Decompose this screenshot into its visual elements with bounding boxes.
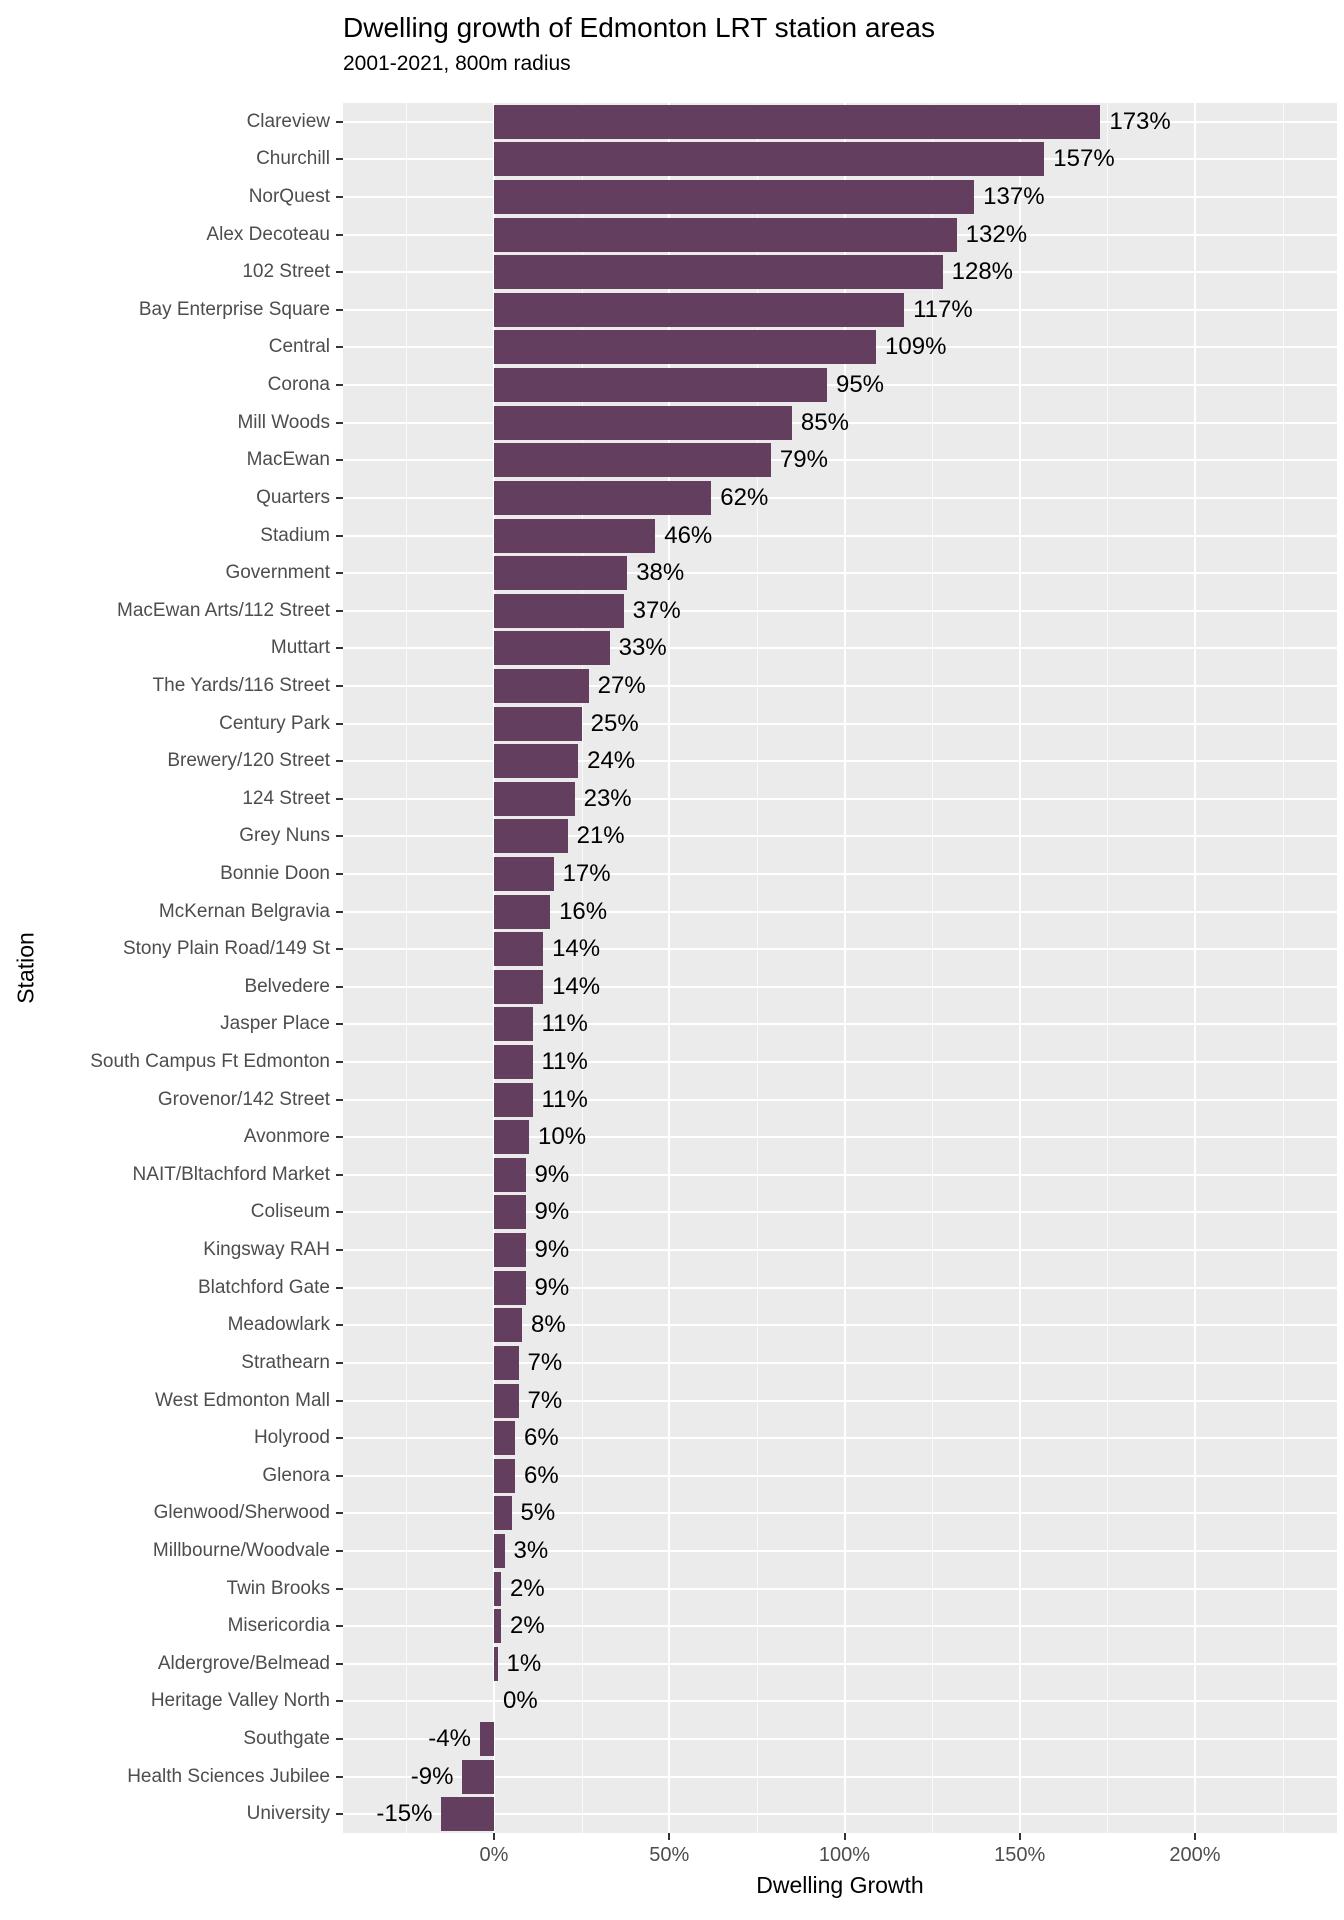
y-tick-label: Avonmore (243, 1126, 330, 1148)
value-label: 7% (527, 1348, 563, 1376)
bar (494, 293, 904, 327)
y-tick-mark (336, 1475, 343, 1477)
value-label: 62% (720, 483, 769, 511)
y-tick-mark (336, 873, 343, 875)
bar (494, 932, 543, 966)
y-tick-mark (336, 196, 343, 198)
y-tick-label: Coliseum (250, 1201, 330, 1223)
bar (494, 180, 974, 214)
bar (494, 142, 1044, 176)
value-label: 27% (597, 671, 646, 699)
y-tick-mark (336, 309, 343, 311)
chart-subtitle: 2001-2021, 800m radius (343, 52, 571, 75)
y-tick-mark (336, 422, 343, 424)
y-tick-label: West Edmonton Mall (155, 1389, 330, 1411)
value-label: 95% (835, 371, 885, 399)
y-tick-label: University (246, 1803, 330, 1825)
value-label: 11% (541, 1048, 588, 1076)
y-tick-label: Glenora (262, 1464, 330, 1486)
y-tick-label: South Campus Ft Edmonton (90, 1051, 330, 1073)
y-tick-label: Misericordia (227, 1615, 330, 1637)
bar (494, 481, 711, 515)
x-axis-title: Dwelling Growth (756, 1872, 924, 1898)
y-tick-label: Bay Enterprise Square (138, 298, 330, 320)
y-tick-label: Central (268, 336, 330, 358)
bar (494, 1459, 515, 1493)
y-tick-mark (336, 1776, 343, 1778)
value-label: 11% (541, 1085, 588, 1113)
bar (494, 857, 554, 891)
bar (494, 1496, 512, 1530)
y-tick-mark (336, 723, 343, 725)
bar (494, 1007, 533, 1041)
y-tick-label: Kingsway RAH (203, 1239, 330, 1261)
bar (494, 330, 876, 364)
value-label: 14% (552, 935, 601, 963)
bar (494, 631, 610, 665)
bar (494, 1346, 519, 1380)
bar (494, 1609, 501, 1643)
value-label: 2% (510, 1612, 545, 1640)
bar (462, 1760, 494, 1794)
value-label: 21% (576, 822, 625, 850)
y-tick-mark (336, 911, 343, 913)
bar (494, 218, 957, 252)
value-label: 2% (510, 1574, 545, 1602)
bar (494, 1572, 501, 1606)
x-tick-mark (668, 1833, 670, 1840)
bar (494, 1233, 526, 1267)
y-tick-label: Quarters (256, 486, 330, 508)
y-tick-mark (336, 535, 343, 537)
bar (494, 819, 568, 853)
y-tick-mark (336, 1174, 343, 1176)
y-tick-mark (336, 1550, 343, 1552)
value-label: 5% (520, 1499, 556, 1527)
y-tick-mark (336, 835, 343, 837)
bar (494, 1271, 526, 1305)
y-tick-label: MacEwan (246, 449, 330, 471)
y-axis-title: Station (12, 932, 39, 1004)
bar (494, 895, 550, 929)
value-label: 33% (618, 634, 667, 662)
y-tick-label: Glenwood/Sherwood (153, 1502, 330, 1524)
y-tick-mark (336, 346, 343, 348)
bar (494, 970, 543, 1004)
y-tick-mark (336, 986, 343, 988)
bar (494, 707, 582, 741)
value-label: 46% (664, 521, 713, 549)
value-label: 6% (524, 1424, 559, 1452)
y-tick-label: Clareview (246, 110, 330, 132)
y-tick-label: Government (225, 562, 330, 584)
value-label: 1% (506, 1649, 542, 1677)
bar (494, 1534, 505, 1568)
value-label: 137% (983, 183, 1045, 211)
value-label: 24% (587, 747, 636, 775)
y-tick-mark (336, 1663, 343, 1665)
value-label: 9% (534, 1198, 570, 1226)
y-tick-label: Belvedere (244, 975, 330, 997)
value-label: 9% (534, 1160, 570, 1188)
y-tick-mark (336, 271, 343, 273)
bar (480, 1722, 494, 1756)
y-tick-label: Bonnie Doon (220, 862, 330, 884)
value-label: 3% (513, 1536, 549, 1564)
y-tick-mark (336, 610, 343, 612)
y-tick-mark (336, 1813, 343, 1815)
y-tick-label: 102 Street (242, 261, 330, 283)
value-label: -15% (376, 1800, 433, 1828)
gridline-vertical-major (1194, 103, 1196, 1833)
bar (494, 1647, 498, 1681)
value-label: 17% (562, 859, 611, 887)
y-tick-label: MacEwan Arts/112 Street (117, 599, 330, 621)
y-tick-mark (336, 685, 343, 687)
x-tick-label: 200% (1169, 1844, 1221, 1866)
y-tick-label: Brewery/120 Street (167, 750, 330, 772)
value-label: 85% (800, 408, 849, 436)
bar (494, 255, 943, 289)
y-tick-label: Heritage Valley North (150, 1690, 330, 1712)
value-label: 16% (559, 897, 608, 925)
y-tick-mark (336, 1738, 343, 1740)
y-tick-label: Alex Decoteau (206, 223, 330, 245)
y-tick-label: Health Sciences Jubilee (127, 1765, 330, 1787)
y-tick-label: Aldergrove/Belmead (157, 1652, 330, 1674)
bar (494, 556, 627, 590)
y-tick-mark (336, 1437, 343, 1439)
y-tick-label: Muttart (270, 637, 330, 659)
x-tick-label: 150% (994, 1844, 1046, 1866)
y-tick-label: Millbourne/Woodvale (152, 1539, 330, 1561)
y-tick-mark (336, 1099, 343, 1101)
value-label: 117% (913, 295, 973, 323)
bar (494, 105, 1100, 139)
x-tick-mark (1019, 1833, 1021, 1840)
bar (494, 669, 589, 703)
chart-title: Dwelling growth of Edmonton LRT station areas (343, 12, 935, 43)
y-tick-mark (336, 948, 343, 950)
y-tick-mark (336, 647, 343, 649)
x-tick-mark (844, 1833, 846, 1840)
gridline-vertical-major (1019, 103, 1021, 1833)
y-tick-mark (336, 1512, 343, 1514)
bar (494, 368, 827, 402)
bar (494, 594, 624, 628)
y-tick-label: Holyrood (253, 1427, 330, 1449)
y-tick-label: McKernan Belgravia (158, 900, 330, 922)
y-tick-mark (336, 1700, 343, 1702)
value-label: 11% (541, 1010, 588, 1038)
y-tick-label: Mill Woods (237, 411, 330, 433)
x-tick-mark (493, 1833, 495, 1840)
value-label: 7% (527, 1386, 563, 1414)
bar (494, 782, 575, 816)
y-tick-label: Churchill (256, 148, 330, 170)
y-tick-mark (336, 1400, 343, 1402)
y-tick-label: Corona (267, 374, 330, 396)
y-tick-mark (336, 1588, 343, 1590)
value-label: 6% (524, 1461, 559, 1489)
y-tick-mark (336, 121, 343, 123)
value-label: 37% (632, 596, 681, 624)
bar (494, 443, 771, 477)
y-tick-mark (336, 1324, 343, 1326)
value-label: 173% (1109, 107, 1171, 135)
value-label: 132% (965, 220, 1028, 248)
value-label: 9% (534, 1273, 570, 1301)
y-tick-mark (336, 1136, 343, 1138)
y-tick-label: Blatchford Gate (197, 1276, 330, 1298)
y-tick-mark (336, 1249, 343, 1251)
y-tick-label: 124 Street (242, 787, 330, 809)
y-tick-mark (336, 234, 343, 236)
y-tick-label: Southgate (243, 1727, 330, 1749)
y-tick-label: NorQuest (248, 186, 330, 208)
bar (494, 1421, 515, 1455)
x-tick-label: 50% (649, 1844, 690, 1866)
bar (494, 519, 655, 553)
bar (494, 1045, 533, 1079)
y-tick-mark (336, 760, 343, 762)
bar (494, 1195, 526, 1229)
bar (494, 1083, 533, 1117)
value-label: 128% (951, 258, 1014, 286)
y-tick-label: Stony Plain Road/149 St (122, 938, 330, 960)
value-label: 10% (538, 1123, 587, 1151)
value-label: 8% (531, 1311, 566, 1339)
value-label: 38% (636, 559, 685, 587)
gridline-vertical-minor (406, 103, 407, 1833)
y-tick-mark (336, 459, 343, 461)
y-tick-label: The Yards/116 Street (152, 674, 330, 696)
y-tick-mark (336, 158, 343, 160)
x-tick-label: 0% (479, 1844, 509, 1866)
gridline-vertical-minor (932, 103, 933, 1833)
y-tick-label: Meadowlark (227, 1314, 330, 1336)
value-label: 0% (503, 1687, 538, 1715)
y-tick-mark (336, 798, 343, 800)
bar (494, 406, 792, 440)
y-tick-label: Twin Brooks (226, 1577, 330, 1599)
value-label: -9% (410, 1762, 454, 1790)
value-label: 23% (583, 784, 632, 812)
bar (494, 1384, 519, 1418)
y-tick-mark (336, 1061, 343, 1063)
y-tick-label: Century Park (219, 712, 330, 734)
gridline-vertical-minor (1107, 103, 1108, 1833)
y-tick-label: Grovenor/142 Street (157, 1088, 330, 1110)
y-tick-mark (336, 1211, 343, 1213)
y-tick-label: Stadium (260, 524, 330, 546)
y-tick-label: Grey Nuns (239, 825, 330, 847)
y-tick-label: Jasper Place (220, 1013, 330, 1035)
plot-panel (343, 103, 1337, 1833)
value-label: 14% (552, 972, 601, 1000)
value-label: -4% (428, 1724, 471, 1752)
value-label: 25% (590, 709, 639, 737)
bar (494, 1308, 522, 1342)
bar (494, 744, 578, 778)
y-tick-label: Strathearn (241, 1351, 330, 1373)
gridline-vertical-minor (1283, 103, 1284, 1833)
y-tick-mark (336, 1023, 343, 1025)
x-tick-label: 100% (818, 1844, 871, 1866)
y-tick-mark (336, 1287, 343, 1289)
value-label: 9% (534, 1236, 570, 1264)
y-tick-mark (336, 1362, 343, 1364)
value-label: 157% (1053, 145, 1115, 173)
bar (441, 1797, 494, 1831)
x-tick-mark (1194, 1833, 1196, 1840)
y-tick-mark (336, 572, 343, 574)
bar (494, 1158, 526, 1192)
value-label: 79% (779, 446, 828, 474)
y-tick-label: NAIT/Bltachford Market (132, 1163, 330, 1185)
value-label: 109% (885, 333, 947, 361)
y-tick-mark (336, 1625, 343, 1627)
y-tick-mark (336, 384, 343, 386)
y-tick-mark (336, 497, 343, 499)
bar (494, 1120, 529, 1154)
